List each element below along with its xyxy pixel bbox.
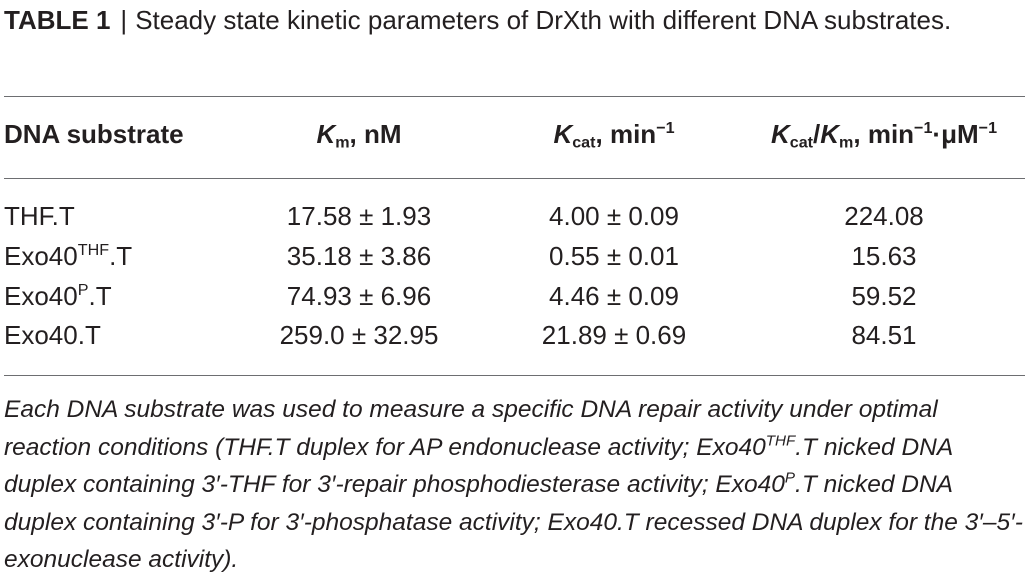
kcat-cell: 21.89 ± 0.69 (541, 320, 687, 350)
substrate-superscript: THF (77, 241, 110, 260)
km-symbol: K (316, 119, 336, 149)
substrate-cell (4, 280, 112, 312)
kcat-unit-superscript: −1 (656, 119, 675, 138)
substrate-superscript: P (77, 281, 89, 300)
footnote-text-2: .T nicked DNA duplex containing 3′-THF for 3′-repair phosphodiesterase activity; Exo40 (4, 433, 953, 498)
ratio-cell: 224.08 (844, 201, 924, 231)
kcat-cell: 0.55 ± 0.01 (549, 241, 679, 271)
ratio-unit-2: ·μM (932, 119, 979, 149)
ratio-cell: 15.63 (851, 241, 917, 271)
substrate-name: Exo40.T (4, 320, 101, 350)
footnote-superscript-2: P (784, 469, 796, 487)
km-cell: 35.18 ± 3.86 (286, 241, 432, 271)
ratio-unit-1: , min (853, 119, 915, 149)
table-caption (4, 0, 1004, 40)
kcat-cell: 4.46 ± 0.09 (549, 281, 679, 311)
header-rule (4, 178, 1025, 179)
km-unit: , nM (349, 119, 402, 149)
footnote-text-1: Each DNA substrate was used to measure a specific DNA repair activity under optimal reaction conditions (THF.T duplex for AP endonuclease activity; Exo40 (4, 396, 938, 461)
ratio-superscript-1: −1 (914, 119, 933, 138)
km-subscript: m (335, 133, 350, 152)
top-rule (4, 96, 1025, 97)
kcat-unit: , min (595, 119, 657, 149)
kcat-subscript: cat (572, 133, 596, 152)
substrate-suffix: .T (88, 281, 112, 311)
header-km (244, 118, 474, 150)
header-kcat (499, 118, 729, 150)
km-cell: 17.58 ± 1.93 (286, 201, 432, 231)
substrate-cell (4, 200, 75, 232)
caption-separator: | (120, 5, 128, 35)
kcat-cell: 4.00 ± 0.09 (549, 201, 679, 231)
km-cell: 259.0 ± 32.95 (279, 320, 439, 350)
substrate-name: Exo40 (4, 281, 78, 311)
substrate-suffix: .T (109, 241, 133, 271)
footnote-superscript-1: THF (765, 432, 796, 450)
substrate-name: Exo40 (4, 241, 78, 271)
ratio-subscript-1: cat (789, 133, 814, 152)
table-label: TABLE 1 (4, 5, 111, 35)
substrate-name: THF.T (4, 201, 75, 231)
header-dna-substrate: DNA substrate (4, 119, 184, 149)
ratio-symbol-2: K (820, 119, 840, 149)
substrate-cell (4, 240, 132, 272)
km-cell: 74.93 ± 6.96 (286, 281, 432, 311)
caption-text: Steady state kinetic parameters of DrXth with different DNA substrates. (135, 5, 952, 35)
table-footnote (4, 391, 1025, 579)
ratio-slash: / (813, 119, 821, 149)
bottom-rule (4, 375, 1025, 376)
ratio-symbol-1: K (770, 119, 790, 149)
ratio-cell: 84.51 (851, 320, 917, 350)
ratio-subscript-2: m (839, 133, 854, 152)
header-kcat-km (742, 118, 1026, 150)
footnote-text-3: .T nicked DNA duplex containing 3′-P for 3′-phosphatase activity; Exo40.T recessed DNA duplex for the 3′–5′-exonuclease activity). (4, 471, 1023, 573)
kcat-symbol: K (553, 119, 573, 149)
ratio-cell: 59.52 (851, 281, 917, 311)
ratio-superscript-2: −1 (978, 119, 998, 138)
substrate-cell (4, 319, 101, 351)
